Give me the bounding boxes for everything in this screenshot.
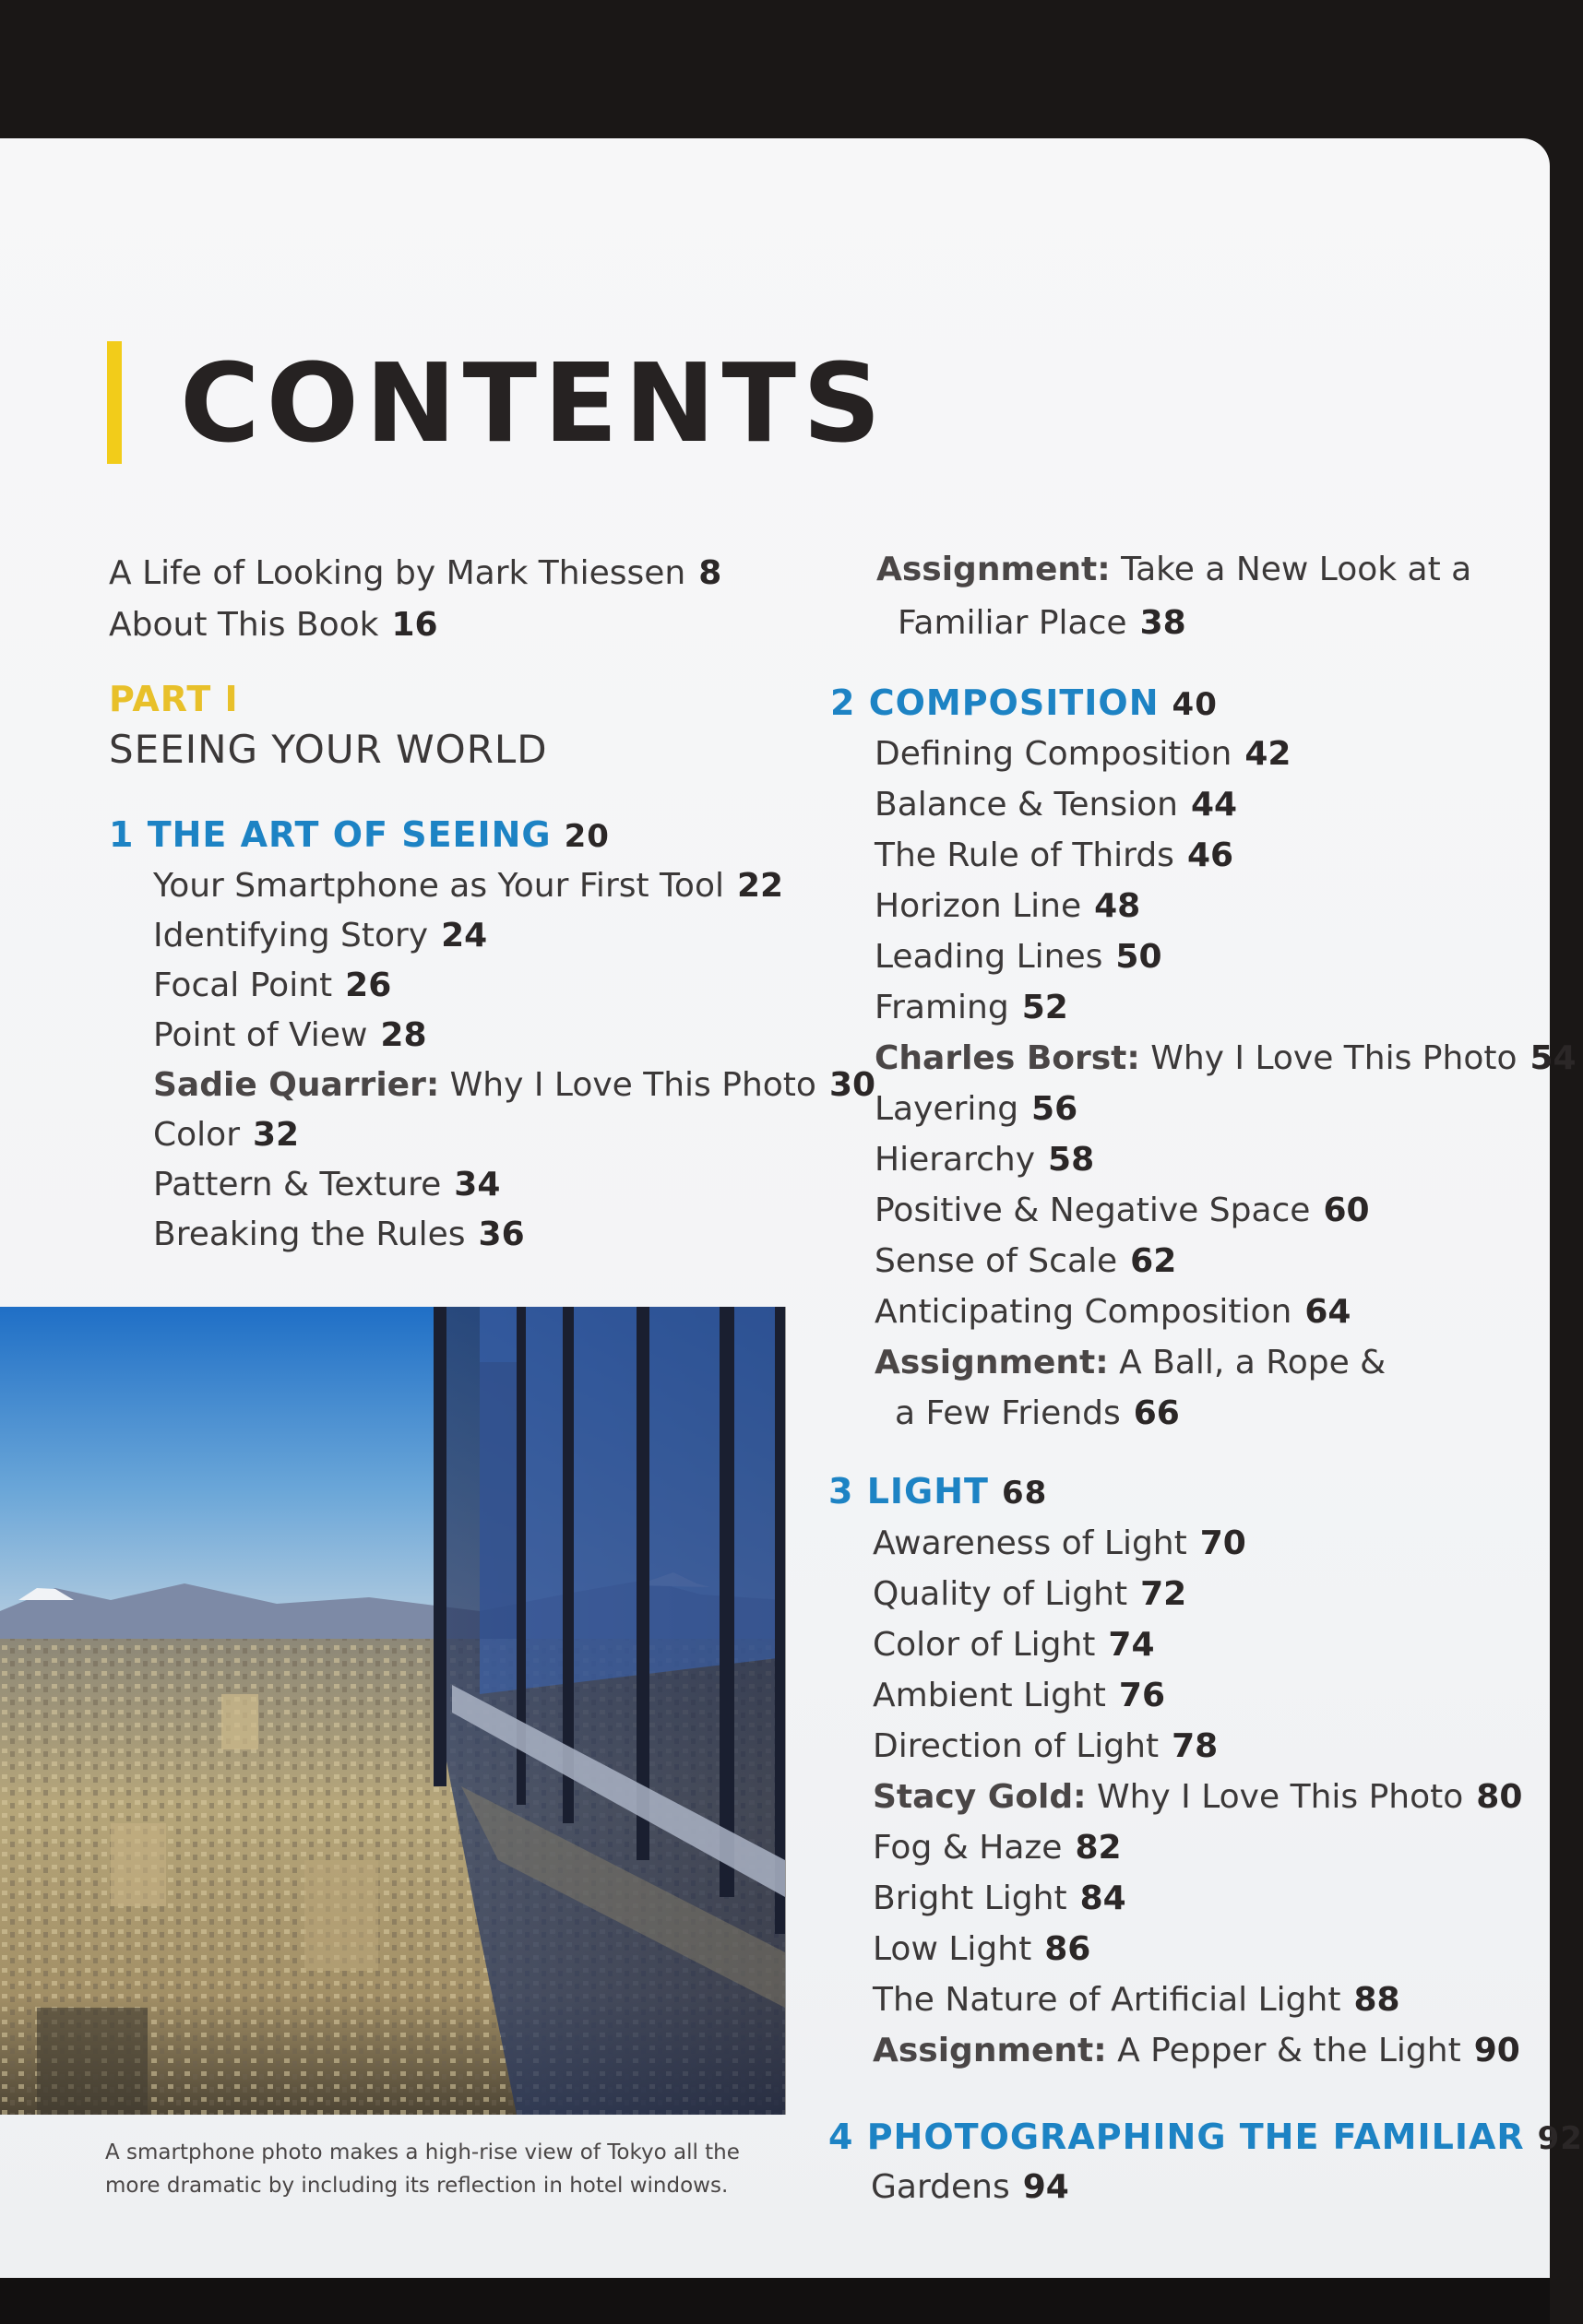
toc-entry-label: Why I Love This Photo: [449, 1066, 816, 1104]
toc-entry[interactable]: [875, 1290, 1351, 1334]
toc-entry[interactable]: [873, 1674, 1165, 1718]
toc-entry[interactable]: [875, 884, 1140, 929]
toc-entry[interactable]: [873, 1572, 1186, 1617]
toc-entry-label: Bright Light: [873, 1879, 1067, 1917]
toc-entry-page: 48: [1094, 887, 1141, 925]
chapter-title: COMPOSITION: [868, 682, 1160, 723]
toc-entry-life-of-looking[interactable]: [109, 551, 721, 596]
toc-entry-lead: Stacy Gold:: [873, 1778, 1087, 1816]
toc-entry-lead: Charles Borst:: [875, 1039, 1140, 1077]
toc-entry-lead: Sadie Quarrier:: [153, 1066, 440, 1104]
toc-entry-page: 52: [1021, 989, 1068, 1026]
toc-entry-lead: Assignment:: [875, 1344, 1109, 1381]
toc-entry-page: 80: [1476, 1778, 1523, 1816]
toc-entry[interactable]: [873, 1877, 1126, 1921]
toc-entry-page: 54: [1529, 1039, 1577, 1077]
toc-entry[interactable]: [875, 1189, 1370, 1233]
toc-entry[interactable]: [873, 1978, 1400, 2022]
chapter-number: 3: [828, 1471, 854, 1512]
toc-entry-page: 56: [1031, 1090, 1078, 1128]
chapter-1-heading[interactable]: [109, 812, 610, 860]
toc-entry[interactable]: [873, 1725, 1218, 1769]
toc-entry-page: 16: [391, 606, 438, 644]
toc-entry-page: 84: [1079, 1879, 1126, 1917]
toc-entry-label: Layering: [875, 1090, 1019, 1128]
toc-entry-page: 78: [1172, 1727, 1219, 1765]
toc-entry-label: About This Book: [109, 606, 379, 644]
chapter-2-heading[interactable]: [830, 680, 1218, 728]
toc-entry-page: 64: [1304, 1293, 1351, 1331]
title-accent-bar: [107, 341, 122, 464]
toc-entry[interactable]: [875, 783, 1237, 827]
toc-entry-label: Defining Composition: [875, 735, 1232, 773]
toc-entry-page: 46: [1186, 836, 1234, 874]
toc-entry-label: Breaking the Rules: [153, 1215, 466, 1253]
toc-entry-page: 44: [1190, 786, 1238, 824]
toc-entry[interactable]: [875, 732, 1291, 777]
toc-entry-page: 26: [345, 966, 392, 1004]
toc-entry-label: Anticipating Composition: [875, 1293, 1292, 1331]
toc-entry-label: Why I Love This Photo: [1150, 1039, 1518, 1077]
toc-entry-assignment-cont[interactable]: [895, 1392, 1180, 1436]
toc-entry-label: Low Light: [873, 1930, 1032, 1968]
toc-entry-about-this-book[interactable]: [109, 603, 438, 647]
toc-entry-page: 62: [1130, 1242, 1177, 1280]
toc-entry-page: 32: [253, 1116, 300, 1154]
toc-entry[interactable]: [875, 935, 1162, 979]
toc-entry-page: 38: [1139, 604, 1186, 642]
chapter-page: 92: [1537, 2120, 1583, 2157]
toc-entry-page: 8: [698, 554, 722, 592]
toc-entry-lead: Assignment:: [876, 551, 1111, 588]
toc-entry[interactable]: [153, 1014, 427, 1058]
toc-entry[interactable]: [873, 1775, 1522, 1820]
chapter-number: 2: [830, 682, 856, 723]
toc-entry-assignment[interactable]: [876, 548, 1471, 592]
toc-entry-label: Color: [153, 1116, 240, 1154]
toc-entry-label: A Ball, a Rope &: [1119, 1344, 1387, 1381]
chapter-title: LIGHT: [866, 1471, 989, 1512]
toc-entry-label: Awareness of Light: [873, 1524, 1187, 1562]
caption-line-2: more dramatic by including its reflection in hotel windows.: [105, 2174, 729, 2198]
photo-illustration: [0, 1307, 785, 2115]
toc-entry-page: 36: [478, 1215, 525, 1253]
chapter-number: 4: [828, 2116, 854, 2157]
toc-entry-page: 74: [1108, 1626, 1155, 1664]
toc-entry-label: Direction of Light: [873, 1727, 1160, 1765]
toc-entry-page: 86: [1044, 1930, 1091, 1968]
toc-entry-page: 94: [1022, 2168, 1069, 2206]
toc-entry-page: 72: [1140, 1575, 1187, 1613]
toc-entry-page: 28: [380, 1016, 427, 1054]
toc-entry-label: Identifying Story: [153, 917, 429, 954]
toc-entry[interactable]: [875, 1138, 1094, 1182]
toc-entry-page: 30: [828, 1066, 876, 1104]
toc-entry-label: Hierarchy: [875, 1141, 1036, 1179]
toc-entry-page: 24: [441, 917, 488, 954]
toc-entry-assignment-cont[interactable]: [898, 601, 1186, 646]
chapter-page: 40: [1172, 686, 1218, 723]
toc-entry-page: 50: [1115, 938, 1162, 976]
toc-entry[interactable]: [153, 1113, 299, 1157]
toc-entry-page: 60: [1323, 1192, 1370, 1229]
toc-entry-label: Balance & Tension: [875, 786, 1178, 824]
page-title: CONTENTS: [180, 339, 887, 467]
toc-entry-page: 58: [1048, 1141, 1095, 1179]
toc-entry-label: Ambient Light: [873, 1677, 1106, 1714]
toc-entry[interactable]: [875, 1037, 1577, 1081]
toc-entry-page: 22: [736, 867, 784, 905]
toc-entry-label: Color of Light: [873, 1626, 1096, 1664]
toc-entry-label: A Life of Looking by Mark Thiessen: [109, 554, 686, 592]
toc-entry[interactable]: [153, 864, 783, 908]
tokyo-highrise-photo: [0, 1307, 786, 2115]
toc-entry-label: Quality of Light: [873, 1575, 1128, 1613]
toc-entry-page: 66: [1133, 1394, 1180, 1432]
toc-entry-page: 76: [1118, 1677, 1166, 1714]
page-bottom-edge: [0, 2278, 1550, 2324]
toc-entry[interactable]: [153, 1213, 525, 1257]
toc-entry[interactable]: [875, 1087, 1077, 1132]
toc-entry[interactable]: [873, 1623, 1155, 1667]
toc-entry-label: Positive & Negative Space: [875, 1192, 1311, 1229]
toc-entry[interactable]: [153, 914, 487, 958]
toc-entry[interactable]: [873, 2029, 1520, 2073]
part-label: PART I: [109, 679, 239, 719]
toc-entry-page: 70: [1199, 1524, 1246, 1562]
toc-entry[interactable]: [153, 1063, 875, 1108]
toc-entry[interactable]: [873, 1826, 1122, 1870]
chapter-4-heading[interactable]: [828, 2114, 1583, 2162]
toc-entry-lead: Assignment:: [873, 2032, 1107, 2069]
toc-entry[interactable]: [153, 964, 391, 1008]
toc-entry[interactable]: [873, 1927, 1090, 1972]
toc-entry[interactable]: [875, 986, 1068, 1030]
toc-entry-label: Leading Lines: [875, 938, 1103, 976]
toc-entry-page: 42: [1244, 735, 1291, 773]
chapter-title: THE ART OF SEEING: [147, 814, 552, 855]
toc-entry[interactable]: [875, 1239, 1176, 1284]
chapter-number: 1: [109, 814, 135, 855]
toc-entry-label: Your Smartphone as Your First Tool: [153, 867, 724, 905]
photo-caption: [105, 2136, 806, 2202]
chapter-page: 20: [564, 818, 610, 855]
toc-entry-label: Horizon Line: [875, 887, 1082, 925]
toc-entry-label: Gardens: [871, 2168, 1010, 2206]
chapter-3-heading[interactable]: [828, 1468, 1047, 1516]
toc-entry-page: 34: [454, 1166, 501, 1204]
toc-entry-label: Pattern & Texture: [153, 1166, 442, 1204]
toc-entry[interactable]: [875, 834, 1233, 878]
toc-entry-label: Focal Point: [153, 966, 333, 1004]
toc-entry[interactable]: [871, 2165, 1069, 2210]
toc-entry-label: Take a New Look at a: [1121, 551, 1472, 588]
toc-entry[interactable]: [873, 1522, 1246, 1566]
toc-entry-label: The Nature of Artificial Light: [873, 1981, 1341, 2019]
toc-entry-label: a Few Friends: [895, 1394, 1121, 1432]
chapter-page: 68: [1001, 1475, 1048, 1512]
toc-entry-assignment[interactable]: [875, 1341, 1386, 1385]
toc-entry-page: 82: [1075, 1829, 1122, 1867]
caption-line-1: A smartphone photo makes a high-rise view of Tokyo all the: [105, 2140, 740, 2164]
toc-entry-label: Why I Love This Photo: [1097, 1778, 1464, 1816]
toc-entry-label: Sense of Scale: [875, 1242, 1118, 1280]
toc-entry[interactable]: [153, 1163, 500, 1207]
toc-entry-label: Framing: [875, 989, 1009, 1026]
toc-entry-label: Fog & Haze: [873, 1829, 1063, 1867]
chapter-title: PHOTOGRAPHING THE FAMILIAR: [866, 2116, 1525, 2157]
toc-entry-page: 90: [1473, 2032, 1520, 2069]
toc-entry-label: Point of View: [153, 1016, 368, 1054]
part-title: SEEING YOUR WORLD: [109, 727, 548, 772]
toc-entry-label: A Pepper & the Light: [1117, 2032, 1461, 2069]
toc-entry-label: Familiar Place: [898, 604, 1127, 642]
toc-entry-label: The Rule of Thirds: [875, 836, 1174, 874]
toc-entry-page: 88: [1353, 1981, 1400, 2019]
